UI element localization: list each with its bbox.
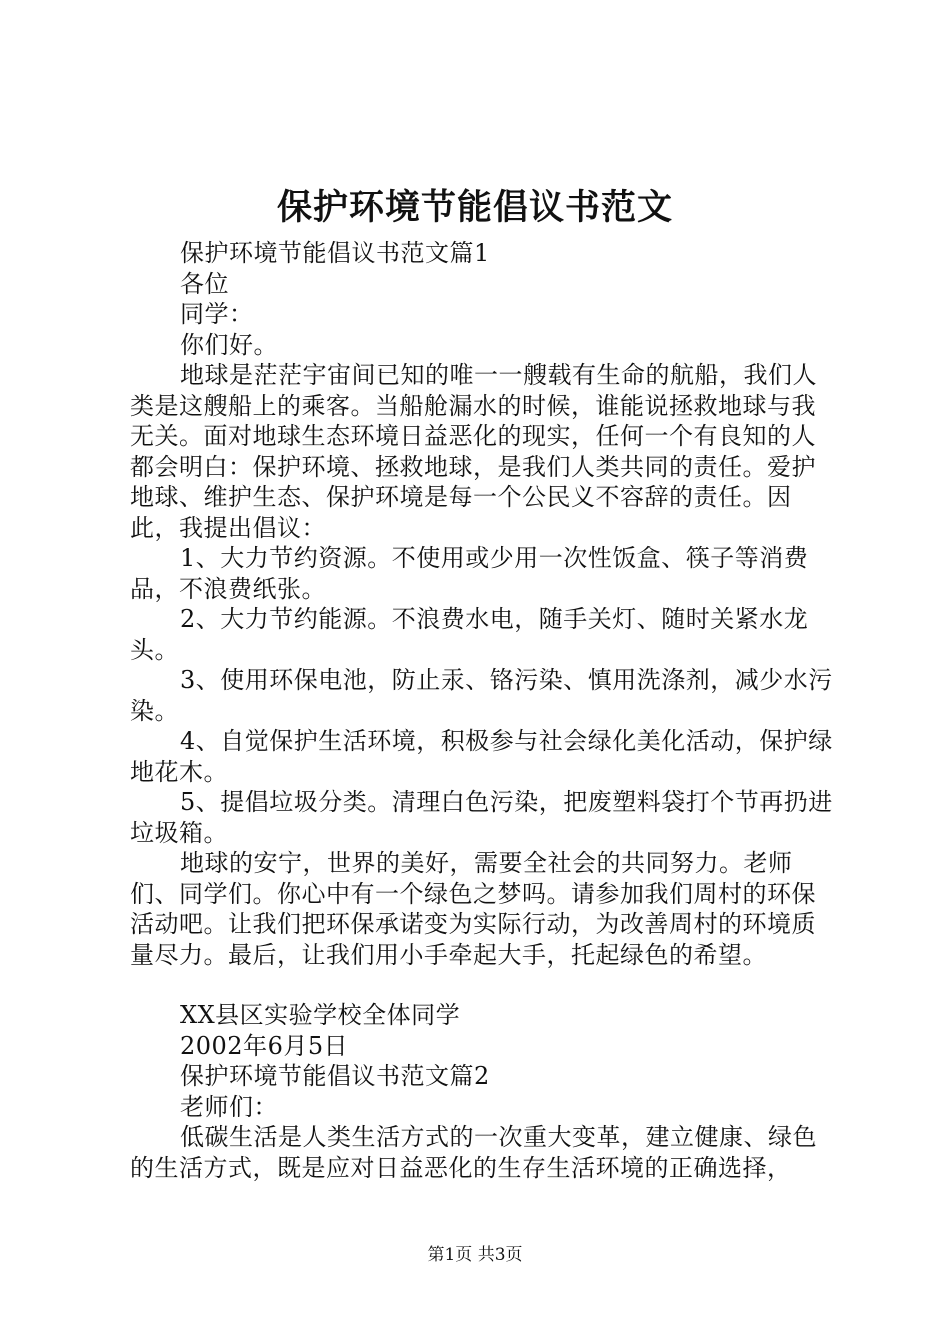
salutation-line-1: 各位 xyxy=(180,269,229,298)
proposal-item-5: 5、提倡垃圾分类。清理白色污染，把废塑料袋打个节再扔进垃圾箱。 xyxy=(130,788,833,847)
proposal-item-1: 1、大力节约资源。不使用或少用一次性饭盒、筷子等消费品，不浪费纸张。 xyxy=(130,544,809,603)
greeting: 你们好。 xyxy=(180,330,278,359)
salutation-teachers: 老师们： xyxy=(180,1092,278,1121)
signature-line: XX县区实验学校全体同学 xyxy=(180,1001,461,1029)
section-heading-2: 保护环境节能倡议书范文篇2 xyxy=(180,1062,490,1090)
closing-paragraph: 地球的安宁，世界的美好，需要全社会的共同努力。老师们、同学们。你心中有一个绿色之梦吗。请参加我们周村的环保活动吧。让我们把环保承诺变为实际行动，为改善周村的环境质量尽力。最后，让我们用小手牵起大手，托起绿色的希望。 xyxy=(130,849,816,969)
date-line: 2002年6月5日 xyxy=(180,1031,349,1060)
section-heading-1: 保护环境节能倡议书范文篇1 xyxy=(180,239,490,267)
paragraph-gap xyxy=(130,970,836,1000)
document-body xyxy=(130,238,836,1183)
proposal-item-2: 2、大力节约能源。不浪费水电，随手关灯、随时关紧水龙头。 xyxy=(130,605,809,664)
page-footer: 第1页 共3页 xyxy=(427,1245,523,1265)
proposal-item-4: 4、自觉保护生活环境，积极参与社会绿化美化活动，保护绿地花木。 xyxy=(130,727,833,786)
proposal-item-3: 3、使用环保电池，防止汞、铬污染、慎用洗涤剂，减少水污染。 xyxy=(130,666,833,725)
salutation-line-2: 同学： xyxy=(180,300,254,328)
body-paragraph-2: 低碳生活是人类生活方式的一次重大变革，建立健康、绿色的生活方式，既是应对日益恶化的生存生活环境的正确选择， xyxy=(130,1123,817,1182)
document-title: 保护环境节能倡议书范文 xyxy=(276,188,673,228)
body-paragraph: 地球是茫茫宇宙间已知的唯一一艘载有生命的航船，我们人类是这艘船上的乘客。当船舱漏水的时候，谁能说拯救地球与我无关。面对地球生态环境日益恶化的现实，任何一个有良知的人都会明白：保护环境、拯救地球，是我们人类共同的责任。爱护地球、维护生态、保护环境是每一个公民义不容辞的责任。因此，我提出倡议： xyxy=(130,361,817,542)
